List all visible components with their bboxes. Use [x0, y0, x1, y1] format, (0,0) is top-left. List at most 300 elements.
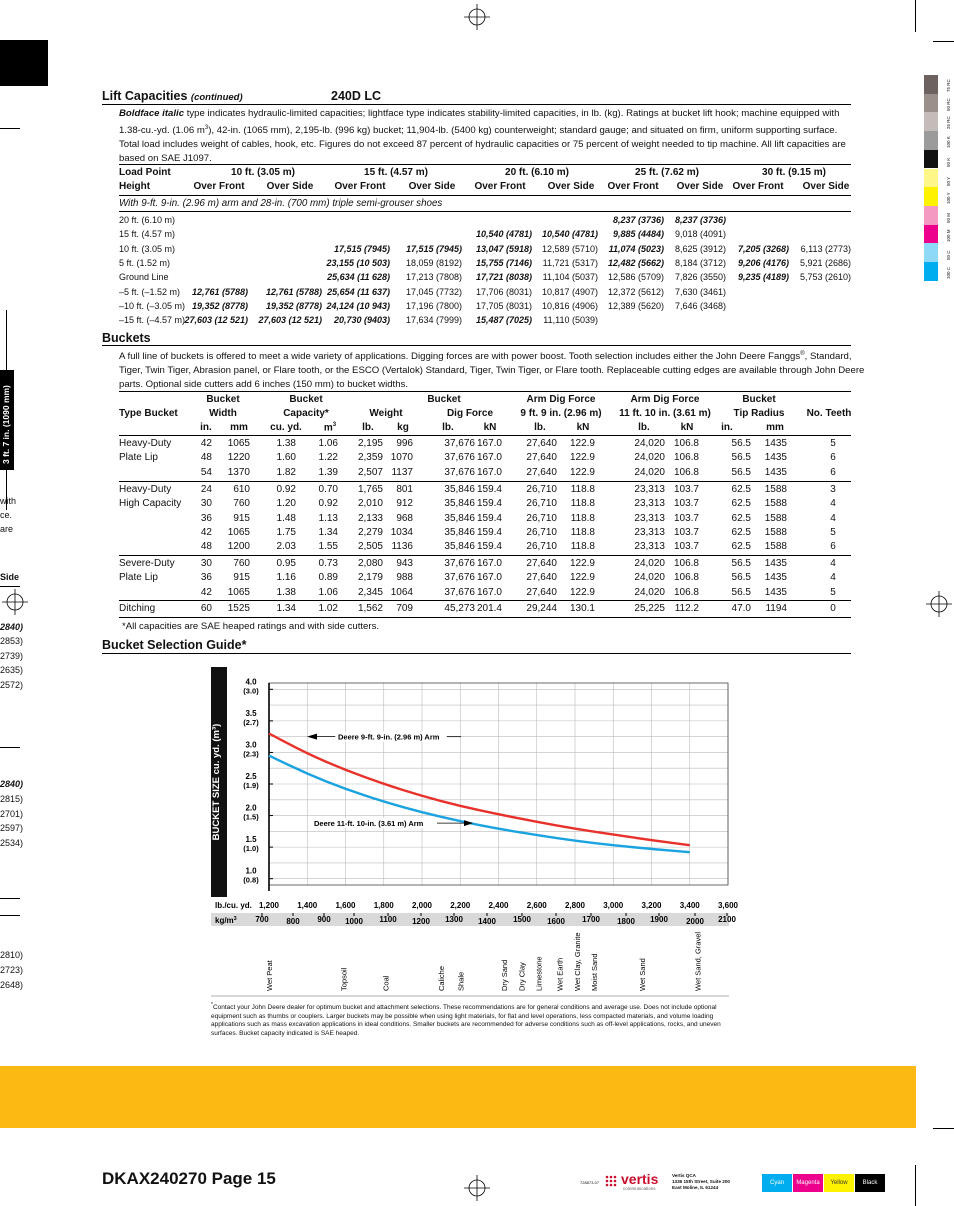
- bucket-cell: 103.7: [673, 541, 699, 553]
- kg-unit: kg/m: [215, 916, 234, 925]
- addr-line: Vertis QCA: [672, 1173, 696, 1178]
- group-rule: [119, 555, 851, 556]
- x-tick-label: 1,600: [335, 901, 356, 910]
- buckets-title: Buckets: [102, 331, 151, 345]
- title-rule: [102, 104, 851, 105]
- bucket-cell: 35,846: [444, 498, 475, 510]
- bucket-cell: 37,676: [444, 558, 475, 569]
- lift-note-line2b: ), 42-in. (1065 mm), 2,195-lb. (996 kg) bucket; 11,904-lb. (5400 kg) counterweight; standard gauge; and situated on firm, uniform supporting surface.: [208, 125, 838, 137]
- bucket-cell: 112.2: [674, 603, 699, 614]
- lift-table-header-rule: [119, 195, 851, 196]
- color-swatch-label: 50 K: [946, 157, 951, 167]
- y-tick-metric: (2.7): [243, 717, 259, 727]
- unit-label: lb.: [534, 422, 546, 433]
- y-tick-label: 1.0: [245, 866, 257, 876]
- bucket-cell: 0: [830, 603, 836, 614]
- capacity-cell: 7,205 (3268): [737, 243, 789, 254]
- bucket-cell: 29,244: [526, 603, 557, 614]
- unit-header: [219, 422, 259, 433]
- bucket-cell: 1.22: [318, 452, 338, 464]
- capacity-cell: 12,761 (5788): [191, 286, 248, 297]
- unit-header: [310, 422, 350, 433]
- bucket-cell: 167.0: [476, 586, 502, 598]
- over-front-header: Over Front: [193, 181, 245, 192]
- unit-label: kN: [680, 422, 694, 433]
- bucket-cell: 42: [200, 526, 212, 538]
- bucket-cell: 118.8: [570, 526, 595, 538]
- bucket-cell: 1525: [227, 603, 250, 614]
- bucket-cell: 60: [200, 603, 212, 614]
- reach-header: 10 ft. (3.05 m): [231, 167, 295, 178]
- reach-header: 25 ft. (7.62 m): [635, 167, 699, 178]
- bucket-cell: 23,313: [634, 484, 665, 495]
- bucket-header: Arm Dig Force: [526, 394, 596, 405]
- arrow-head-icon: [307, 734, 317, 740]
- over-front-header: Over Front: [607, 181, 659, 192]
- capacity-cell: 11,110 (5039): [543, 315, 598, 326]
- x-tick-label: 2,600: [526, 901, 547, 910]
- bucket-cell: 48: [200, 541, 212, 553]
- color-swatch-label: 50 RC: [946, 97, 951, 111]
- capacity-cell: 12,589 (5710): [541, 243, 598, 254]
- bucket-cell: 37,676: [444, 466, 475, 478]
- process-swatch: Black: [855, 1174, 885, 1192]
- color-swatch-label: 75 RC: [946, 79, 951, 92]
- bucket-cell: 103.7: [673, 512, 699, 524]
- facing-page-text: 2597): [0, 823, 24, 833]
- color-swatch: [924, 187, 938, 206]
- y-tick-label: 2.0: [245, 803, 257, 813]
- unit-label: lb.: [362, 422, 374, 433]
- facing-page-text: Side: [0, 572, 20, 582]
- capacity-cell: 17,515 (7945): [405, 243, 462, 254]
- crop-mark: [933, 1128, 954, 1129]
- bucket-cell: 915: [233, 512, 250, 524]
- capacity-cell: 6,113 (2773): [800, 243, 851, 254]
- bucket-header: 11 ft. 10 in. (3.61 m): [619, 408, 711, 419]
- bucket-cell: 1065: [227, 438, 250, 449]
- x-tick-label: 3,000: [603, 901, 624, 910]
- unit-header: [563, 422, 603, 433]
- capacity-cell: 12,761 (5788): [265, 286, 322, 297]
- kg-tick-label: 1500: [513, 915, 531, 924]
- capacity-cell: 12,482 (5662): [607, 257, 664, 268]
- kg-tick-label: 1900: [650, 915, 668, 924]
- bucket-cell: 27,640: [526, 558, 557, 569]
- kg-tick-label: 2000: [686, 917, 704, 926]
- bucket-cell: 912: [396, 498, 413, 510]
- bucket-cell: 6: [830, 466, 836, 478]
- bucket-cell: 30: [200, 498, 212, 510]
- bucket-cell: 5: [830, 438, 836, 449]
- kg-tick-label: 900: [317, 915, 331, 924]
- bucket-cell: 35,846: [444, 526, 475, 538]
- capacity-cell: 27,603 (12 521): [258, 315, 322, 326]
- bucket-cell: 23,313: [634, 512, 665, 524]
- y-tick-metric: (1.0): [243, 844, 259, 854]
- capacity-cell: 10,816 (4906): [541, 300, 598, 311]
- bucket-cell: 35,846: [444, 541, 475, 553]
- addr-line: East Moline, IL 61244: [672, 1185, 719, 1190]
- lift-note-line3: Total load includes weight of cables, hook, etc. Figures do not exceed 87 percent of hydraulic capacities or 75 percent of weight needed to tip machine. All lift capacities are: [119, 139, 846, 151]
- bucket-type-label: Heavy-Duty: [119, 438, 172, 449]
- crop-mark: [0, 915, 20, 916]
- bucket-cell: 62.5: [731, 541, 751, 553]
- x-tick-label: 3,400: [679, 901, 700, 910]
- unit-label: mm: [766, 422, 784, 433]
- bucket-cell: 1435: [764, 572, 787, 584]
- bucket-cell: 1.39: [318, 466, 338, 478]
- kg-tick-label: 1700: [582, 915, 600, 924]
- capacity-cell: 12,372 (5612): [607, 286, 664, 297]
- facing-page-text: 2723): [0, 965, 24, 975]
- bucket-type-label: Heavy-Duty: [119, 484, 172, 495]
- buckets-line2: Tiger, Twin Tiger, Abrasion panel, or Flare tooth, or the ESCO (Vertalok) Standard, Tiger, Twin Tiger, or Flare tooth. Replaceable cutting edges are available through John Deere: [119, 365, 865, 377]
- lift-note-line1: type indicates hydraulic-limited capacities; lightface type indicates stability-limited capacities, in lb. (kg). Ratings at bucket lift hook; machine equipped with: [184, 108, 840, 119]
- facing-page-text: 2840): [0, 779, 24, 789]
- color-swatch: [924, 94, 938, 113]
- x-axis-label: lb./cu. yd.: [215, 901, 252, 910]
- bucket-cell: 130.1: [569, 603, 595, 614]
- color-swatch-label: 25 RC: [946, 116, 951, 130]
- bucket-cell: 24,020: [634, 558, 665, 569]
- bucket-cell: 1.75: [276, 526, 296, 538]
- unit-label: cu. yd.: [270, 422, 302, 433]
- lift-note: [119, 107, 851, 166]
- kg-tick-label: 1300: [445, 915, 463, 924]
- bucket-header: Arm Dig Force: [630, 394, 700, 405]
- bucket-type-label: Plate Lip: [119, 572, 158, 584]
- over-front-header: Over Front: [334, 181, 386, 192]
- bucket-cell: 37,676: [444, 586, 475, 598]
- capacity-cell: 18,059 (8192): [405, 257, 462, 268]
- y-tick-metric: (1.5): [243, 812, 259, 822]
- capacity-cell: 17,634 (7999): [405, 315, 462, 326]
- unit-label: kg: [397, 422, 409, 433]
- crop-mark: [0, 898, 20, 899]
- bucket-cell: 2,359: [357, 452, 383, 464]
- capacity-cell: 25,634 (11 628): [327, 272, 390, 283]
- reach-header: 30 ft. (9.15 m): [762, 167, 826, 178]
- chart-svg: [211, 667, 739, 997]
- bucket-cell: 167.0: [476, 438, 502, 449]
- capacity-cell: 27,603 (12 521): [184, 315, 248, 326]
- load-height-cell: –15 ft. (–4.57 m): [119, 315, 186, 326]
- bucket-cell: 106.8: [673, 438, 699, 449]
- bucket-cell: 26,710: [526, 526, 557, 538]
- unit-label: kN: [483, 422, 497, 433]
- bucket-cell: 103.7: [673, 498, 699, 510]
- bucket-cell: 1435: [764, 466, 787, 478]
- reach-header: 15 ft. (4.57 m): [364, 167, 428, 178]
- bucket-cell: 1064: [390, 586, 413, 598]
- bucket-footnote: *All capacities are SAE heaped ratings and with side cutters.: [122, 621, 380, 632]
- facing-page-text: 2648): [0, 980, 24, 990]
- bucket-cell: 1137: [391, 466, 413, 478]
- unit-header: [520, 422, 560, 433]
- bucket-cell: 30: [200, 558, 212, 569]
- buckets-line1b: , Standard,: [804, 351, 852, 363]
- capacity-cell: 19,352 (8778): [265, 300, 322, 311]
- bucket-cell: 122.9: [569, 572, 595, 584]
- bucket-cell: 1.16: [276, 572, 296, 584]
- bucket-header-rule: [119, 435, 851, 436]
- y-tick-metric: (3.0): [243, 686, 259, 696]
- bucket-cell: 56.5: [731, 466, 751, 478]
- kg-tick-label: 800: [286, 917, 300, 926]
- facing-page-text: 2701): [0, 808, 24, 819]
- bucket-cell: 122.9: [569, 586, 595, 598]
- bucket-cell: 26,710: [526, 541, 557, 553]
- x-tick-label: 1,400: [297, 901, 318, 910]
- color-swatch-label: 50 Y: [946, 176, 951, 186]
- buckets-line3: parts. Optional side cutters add 6 inches (150 mm) to bucket widths.: [119, 379, 409, 391]
- y-tick-metric: (1.9): [243, 781, 259, 790]
- bucket-cell: 122.9: [569, 558, 595, 569]
- bucket-cell: 54: [200, 466, 212, 478]
- bucket-type-label: Severe-Duty: [119, 558, 175, 569]
- bucket-cell: 56.5: [731, 558, 751, 569]
- registration-target-icon: [464, 1175, 490, 1201]
- capacity-cell: 24,124 (10 943): [326, 300, 390, 311]
- bucket-header: Width: [209, 408, 237, 419]
- x-tick-label: 1,800: [373, 901, 394, 910]
- series-annotation: Deere 9-ft. 9-in. (2.96 m) Arm: [338, 732, 440, 742]
- over-side-header: Over Side: [547, 181, 595, 192]
- material-label: Topsoil: [339, 967, 349, 991]
- bucket-cell: 201.4: [476, 603, 502, 614]
- y-tick-metric: (2.3): [243, 749, 259, 759]
- bucket-cell: 159.4: [476, 541, 502, 553]
- unit-header: [470, 422, 510, 433]
- material-label: Moist Sand: [590, 953, 600, 991]
- reach-header: 20 ft. (6.10 m): [505, 167, 569, 178]
- bucket-cell: 1034: [390, 526, 413, 538]
- x-tick-label: 3,200: [641, 901, 662, 910]
- bucket-cell: 610: [233, 484, 250, 495]
- bucket-cell: 56.5: [731, 452, 751, 464]
- bucket-cell: 159.4: [476, 512, 502, 524]
- bucket-cell: 47.0: [731, 603, 751, 614]
- unit-label: m: [323, 422, 333, 434]
- capacity-cell: 15,755 (7146): [475, 257, 532, 268]
- unit-label: lb.: [638, 422, 650, 433]
- capacity-cell: 8,625 (3912): [674, 243, 726, 254]
- guide-title: Bucket Selection Guide*: [102, 638, 247, 652]
- printer-address: [672, 1173, 730, 1191]
- capacity-cell: 8,237 (3736): [674, 215, 726, 225]
- bucket-cell: 27,640: [526, 452, 557, 464]
- capacity-cell: 8,237 (3736): [612, 215, 664, 225]
- color-swatch: [924, 150, 938, 169]
- crop-mark: [915, 1165, 916, 1206]
- bucket-cell: 0.92: [318, 498, 338, 510]
- process-swatch: Cyan: [762, 1174, 792, 1192]
- load-height-cell: 10 ft. (3.05 m): [119, 243, 176, 254]
- color-swatch-label: 100 K: [946, 136, 951, 149]
- bucket-header: Tip Radius: [733, 408, 785, 419]
- capacity-cell: 10,540 (4781): [475, 229, 532, 240]
- over-front-header: Over Front: [474, 181, 526, 192]
- facing-page-text: 2635): [0, 665, 24, 675]
- group-rule: [119, 600, 851, 601]
- bucket-cell: 26,710: [526, 484, 557, 495]
- title-text: Lift Capacities: [102, 89, 188, 103]
- kg-axis-label: [215, 916, 237, 925]
- bucket-cell: 36: [200, 512, 212, 524]
- material-label: Wet Sand, Gravel: [693, 931, 703, 991]
- bucket-cell: 25,225: [634, 603, 665, 614]
- bucket-cell: 0.70: [318, 484, 338, 495]
- vertical-dimension-tab: [0, 370, 14, 470]
- bucket-cell: 2,279: [357, 526, 383, 538]
- capacity-cell: 17,705 (8031): [475, 300, 532, 311]
- bucket-cell: 6: [830, 452, 836, 464]
- color-swatch-label: 100 Y: [946, 192, 951, 205]
- unit-header: [624, 422, 664, 433]
- facing-page-text: 2840): [0, 622, 24, 632]
- over-side-header: Over Side: [266, 181, 314, 192]
- bucket-cell: 5: [830, 526, 836, 538]
- y-tick-label: 3.0: [245, 740, 257, 750]
- y-axis-label: BUCKET SIZE cu. yd. (m³): [211, 723, 222, 841]
- color-swatch: [924, 112, 938, 131]
- over-front-header: Over Front: [732, 181, 784, 192]
- continued-label: (continued): [190, 92, 243, 103]
- bucket-cell: 103.7: [673, 484, 699, 495]
- bucket-cell: 24,020: [634, 586, 665, 598]
- bucket-cell: 24,020: [634, 466, 665, 478]
- series-line-9ft-arm: [269, 734, 690, 846]
- series-annotation: Deere 11-ft. 10-in. (3.61 m) Arm: [314, 819, 424, 829]
- bucket-cell: 26,710: [526, 498, 557, 510]
- bucket-cell: 1370: [227, 466, 250, 478]
- bucket-cell: 1435: [764, 452, 787, 464]
- bucket-cell: 1588: [764, 541, 787, 553]
- load-point-header: Load Point: [119, 167, 171, 178]
- over-side-header: Over Side: [408, 181, 456, 192]
- over-side-header: Over Side: [802, 181, 850, 192]
- color-swatch: [924, 131, 938, 150]
- bucket-cell: 1065: [227, 586, 250, 598]
- facing-page-text: are: [0, 524, 14, 534]
- load-height-cell: 5 ft. (1.52 m): [119, 257, 171, 268]
- bucket-cell: 27,640: [526, 466, 557, 478]
- bucket-cell: 62.5: [731, 484, 751, 495]
- capacity-cell: 9,235 (4189): [737, 272, 789, 283]
- load-height-cell: –5 ft. (–1.52 m): [119, 286, 181, 297]
- crop-mark: [0, 128, 20, 129]
- bucket-cell: 122.9: [569, 438, 595, 449]
- bucket-header: Weight: [369, 408, 403, 419]
- bucket-type-label: High Capacity: [119, 498, 182, 510]
- bucket-cell: 0.89: [318, 572, 338, 584]
- bucket-cell: 1.38: [276, 586, 296, 598]
- kg-tick-label: 2100: [718, 915, 736, 924]
- unit-header: [755, 422, 795, 433]
- bucket-cell: 968: [396, 512, 413, 524]
- y-tick-label: 1.5: [245, 835, 257, 845]
- capacity-cell: 11,074 (5023): [608, 243, 664, 254]
- bucket-cell: 943: [396, 558, 413, 569]
- bucket-cell: 167.0: [476, 558, 502, 569]
- bucket-cell: 1.02: [318, 603, 338, 614]
- crop-mark: [0, 747, 20, 748]
- x-tick-label: 2,400: [488, 901, 509, 910]
- material-label: Caliche: [437, 965, 447, 991]
- bucket-cell: 2,345: [357, 586, 383, 598]
- buckets-rule: [102, 345, 851, 346]
- bucket-header: No. Teeth: [806, 408, 852, 419]
- capacity-cell: 8,184 (3712): [674, 257, 726, 268]
- bucket-cell: 167.0: [476, 452, 502, 464]
- bucket-cell: 23,313: [634, 498, 665, 510]
- guide-footnote-text: Contact your John Deere dealer for optimum bucket and attachment selections. These recommendations are for general conditions and average use. Does not include optional equipment such as thumbs or couplers. Larger buckets may be possible when using light materials, for flat and level operations, less compacted materials, and volume loading applications such as mass excavation applications in ideal conditions. Smaller buckets are recommended for adverse conditions such as off-level applications, rocks, and uneven surfaces. Bucket capacity indicated is SAE heaped.: [211, 1004, 721, 1037]
- unit-header: [707, 422, 747, 433]
- x-tick-label: 2,000: [411, 901, 433, 910]
- bucket-cell: 62.5: [731, 498, 751, 510]
- bucket-cell: 709: [396, 603, 413, 614]
- bucket-cell: 1070: [390, 452, 413, 464]
- bucket-cell: 27,640: [526, 572, 557, 584]
- bucket-cell: 801: [396, 484, 413, 495]
- bucket-cell: 48: [200, 452, 212, 464]
- bucket-cell: 24,020: [634, 438, 665, 449]
- y-tick-metric: (0.8): [243, 875, 259, 885]
- bucket-cell: 118.8: [570, 541, 595, 553]
- kg-tick-label: 1000: [345, 917, 363, 926]
- bucket-selection-chart: [211, 667, 739, 997]
- capacity-cell: 11,721 (5317): [542, 257, 598, 268]
- facing-page-text: ce.: [0, 510, 13, 520]
- bucket-cell: 760: [233, 558, 250, 569]
- kg-tick-label: 1200: [412, 917, 430, 926]
- bucket-header: Bucket: [206, 394, 240, 405]
- capacity-cell: 23,155 (10 503): [326, 257, 390, 268]
- sup: 3: [332, 422, 337, 428]
- bucket-cell: 106.8: [673, 572, 699, 584]
- brand-sub: communications: [623, 1186, 656, 1191]
- capacity-cell: 10,540 (4781): [541, 229, 598, 240]
- bucket-cell: 2,133: [357, 512, 383, 524]
- material-label: Coal: [381, 975, 391, 991]
- height-header: Height: [119, 181, 151, 192]
- capacity-cell: 17,706 (8031): [475, 286, 532, 297]
- bucket-cell: 106.8: [673, 466, 699, 478]
- bucket-cell: 62.5: [731, 526, 751, 538]
- bucket-cell: 62.5: [731, 512, 751, 524]
- facing-page-rule: [0, 586, 20, 587]
- capacity-cell: 19,352 (8778): [191, 300, 248, 311]
- color-swatch: [924, 243, 938, 262]
- bucket-cell: 2,179: [357, 572, 383, 584]
- material-label: Wet Clay, Granite: [572, 932, 582, 991]
- brand-name: vertis: [621, 1171, 659, 1187]
- bucket-cell: 56.5: [731, 438, 751, 449]
- registration-target-icon: [926, 591, 952, 617]
- facing-page-text: 2534): [0, 837, 24, 848]
- bucket-cell: 4: [830, 512, 836, 524]
- bucket-cell: 167.0: [476, 572, 502, 584]
- bucket-cell: 37,676: [444, 572, 475, 584]
- facing-page-text: with: [0, 496, 17, 506]
- color-swatch: [924, 206, 938, 225]
- unit-header: [667, 422, 707, 433]
- bucket-cell: 37,676: [444, 438, 475, 449]
- x-tick-label: 2,200: [450, 901, 471, 910]
- bucket-cell: 1220: [227, 452, 250, 464]
- load-height-cell: –10 ft. (–3.05 m): [119, 300, 186, 311]
